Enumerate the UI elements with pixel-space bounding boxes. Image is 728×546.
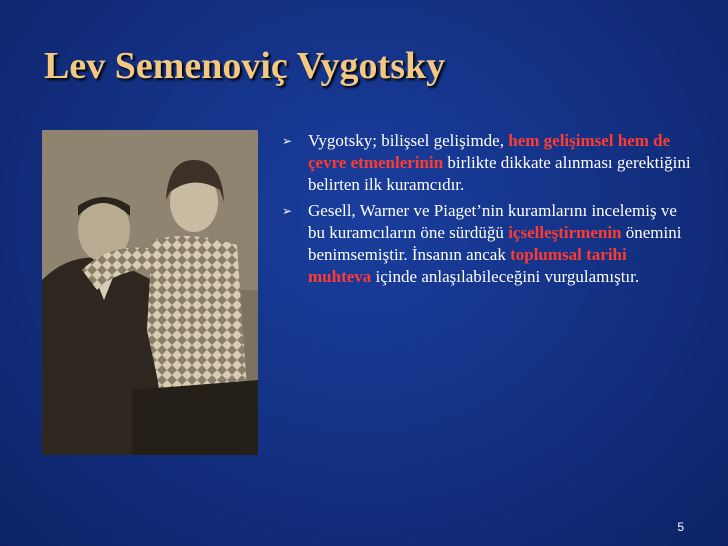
arrowhead-bullet-icon: ➢ — [282, 204, 293, 218]
bullet-list — [282, 130, 692, 292]
bullet-1-text-1: Vygotsky; bilişsel gelişimde, — [308, 131, 509, 150]
portrait-photo — [42, 130, 258, 455]
bullet-1-highlight-1: hem gelişimsel hem de çevre etmenlerinin — [308, 131, 671, 172]
portrait-illustration — [42, 130, 258, 455]
bullet-2-highlight-2: toplumsal tarihi muhteva — [308, 245, 627, 286]
bullet-2-text-3: içinde anlaşılabileceğini vurgulamıştır. — [371, 267, 640, 286]
slide-title: Lev Semenoviç Vygotsky — [44, 45, 446, 87]
bullet-item-1 — [282, 130, 692, 196]
bullet-item-2 — [282, 200, 692, 288]
bullet-2-highlight-1: içselleştirmenin — [508, 223, 622, 242]
bullet-2-text-2: önemini benimsemiştir. İnsanın ancak — [308, 223, 682, 264]
arrowhead-bullet-icon: ➢ — [282, 134, 293, 148]
bullet-2-text-1: Gesell, Warner ve Piaget’nin kuramlarını incelemiş ve bu kuramcıların öne sürdüğü — [308, 201, 677, 242]
page-number: 5 — [677, 520, 684, 534]
bullet-1-text-2: birlikte dikkate alınması gerektiğini belirten ilk kuramcıdır. — [308, 153, 691, 194]
